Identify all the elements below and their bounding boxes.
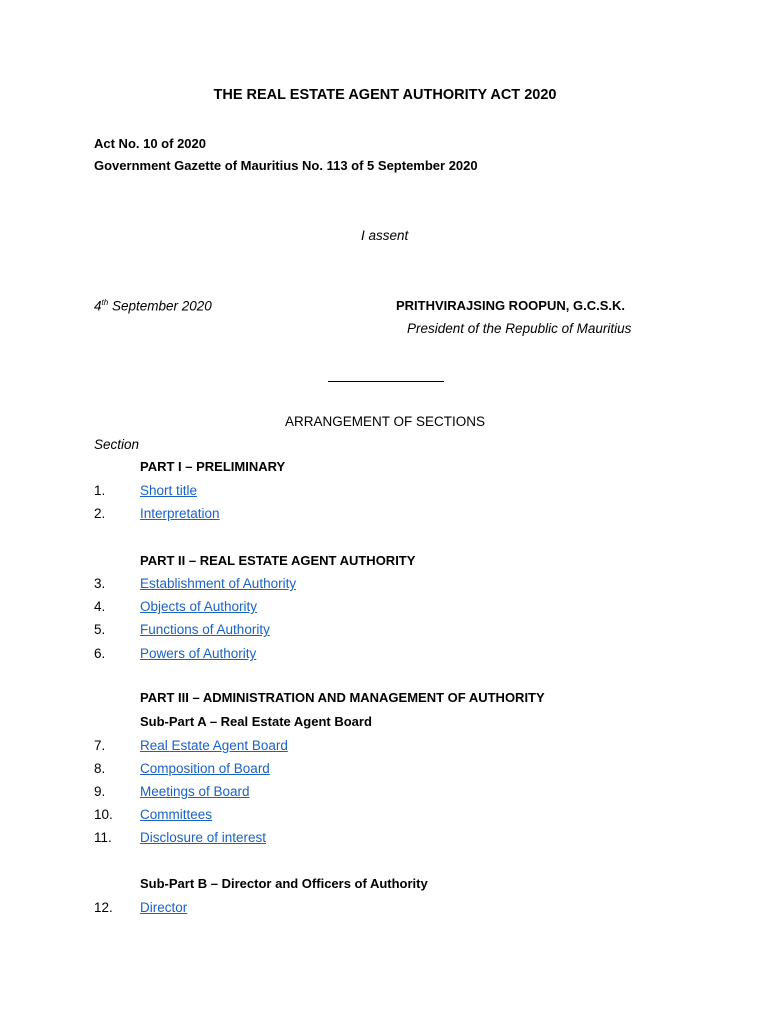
section-link-meetings[interactable]: Meetings of Board [140,784,250,799]
section-number: 8. [94,761,106,776]
section-column-label: Section [94,437,140,452]
part-heading-2: PART II – REAL ESTATE AGENT AUTHORITY [140,553,416,568]
section-link-short-title[interactable]: Short title [140,483,198,498]
president-title: President of the Republic of Mauritius [407,321,632,336]
act-title: THE REAL ESTATE AGENT AUTHORITY ACT 2020 [213,87,557,103]
section-number: 10. [94,807,113,822]
section-link-board[interactable]: Real Estate Agent Board [140,738,288,753]
section-link-committees[interactable]: Committees [140,807,213,822]
section-link-establishment[interactable]: Establishment of Authority [140,576,297,591]
date-rest: September 2020 [108,298,212,314]
subpart-heading-b: Sub-Part B – Director and Officers of Authority [140,876,428,891]
section-link-composition[interactable]: Composition of Board [140,761,270,776]
section-link-functions[interactable]: Functions of Authority [140,622,270,637]
act-number: Act No. 10 of 2020 [94,136,206,151]
section-number: 12. [94,900,113,915]
date-suffix: th [101,298,109,307]
section-number: 6. [94,646,106,661]
section-number: 11. [94,830,112,845]
section-number: 7. [94,738,106,753]
assent-text: I assent [361,228,409,243]
section-number: 9. [94,784,106,799]
section-link-interpretation[interactable]: Interpretation [140,506,220,521]
part-heading-1: PART I – PRELIMINARY [140,459,286,474]
date-day: 4 [94,298,102,314]
subpart-heading-a: Sub-Part A – Real Estate Agent Board [140,714,372,729]
assent-date [94,298,212,314]
section-number: 5. [94,622,106,637]
arrangement-heading: ARRANGEMENT OF SECTIONS [284,414,486,429]
section-number: 3. [94,576,106,591]
section-number: 1. [94,483,106,498]
separator-rule [328,381,444,382]
section-number: 4. [94,599,106,614]
section-link-powers[interactable]: Powers of Authority [140,646,257,661]
section-number: 2. [94,506,106,521]
section-link-objects[interactable]: Objects of Authority [140,599,258,614]
part-heading-3: PART III – ADMINISTRATION AND MANAGEMENT OF AUTHORITY [140,690,545,705]
section-link-director[interactable]: Director [140,900,188,915]
president-name: PRITHVIRAJSING ROOPUN, G.C.S.K. [396,298,625,313]
section-link-disclosure[interactable]: Disclosure of interest [140,830,267,845]
gazette-reference: Government Gazette of Mauritius No. 113 of 5 September 2020 [94,158,478,173]
